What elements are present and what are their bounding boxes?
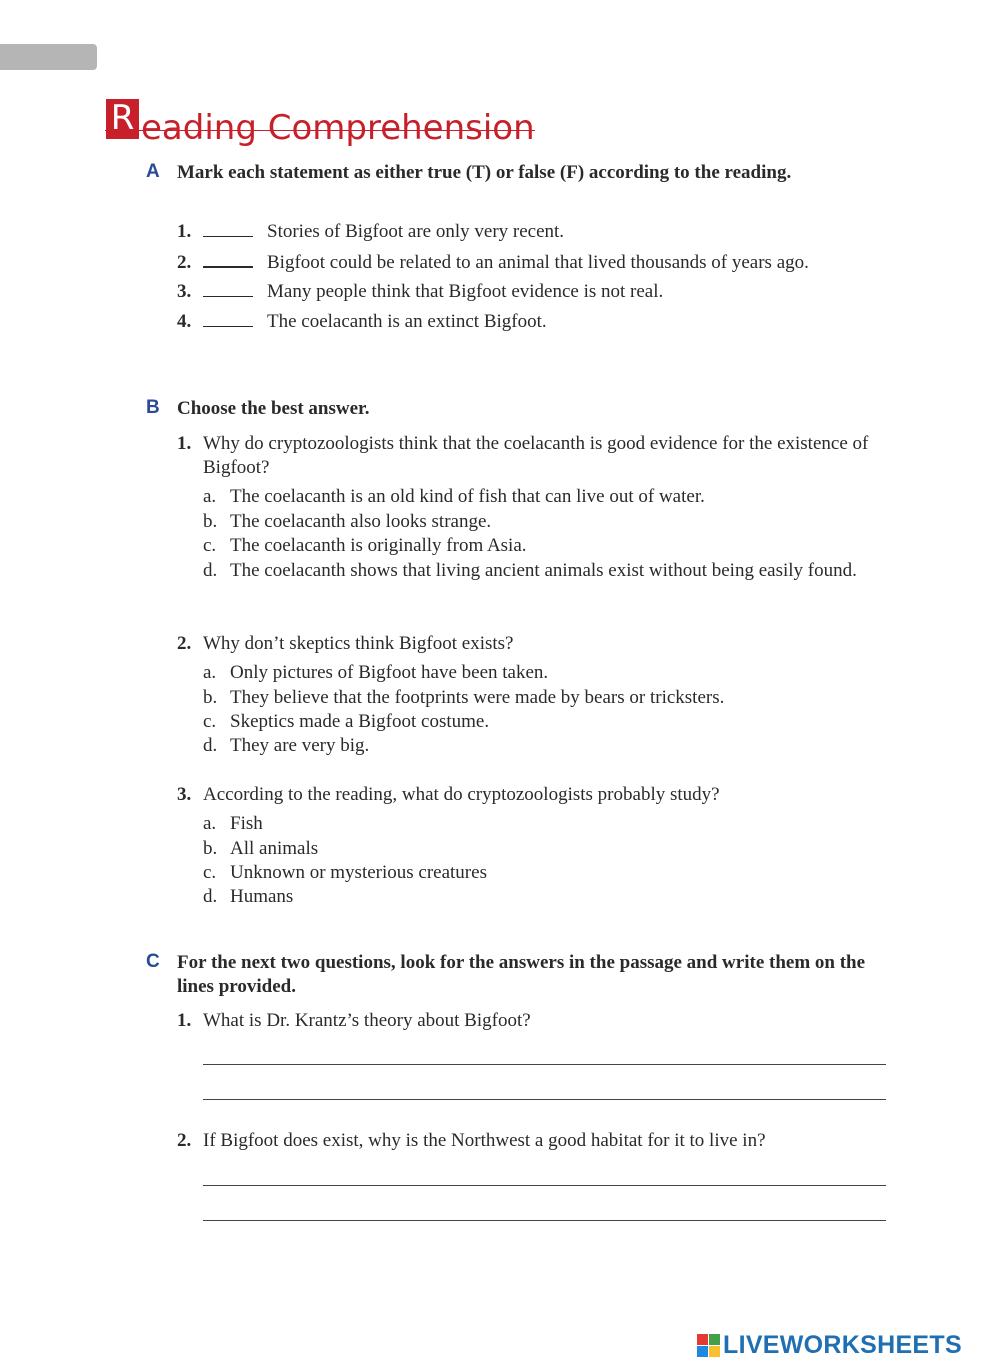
option-text: Unknown or mysterious creatures <box>230 862 487 883</box>
option-text: The coelacanth shows that living ancient animals exist without being easily found. <box>230 560 857 581</box>
option-text: The coelacanth also looks strange. <box>230 511 492 532</box>
answer-blank[interactable] <box>203 250 253 268</box>
item-number: 1. <box>177 221 192 242</box>
answer-option[interactable] <box>203 485 883 509</box>
tf-item <box>177 280 663 304</box>
answer-line[interactable] <box>203 1099 886 1100</box>
question-text: According to the reading, what do cryptozoologists probably study? <box>203 784 720 805</box>
section-b-letter: B <box>146 397 160 418</box>
tf-item <box>177 250 809 275</box>
item-number: 3. <box>177 281 192 302</box>
question-text: Why don’t skeptics think Bigfoot exists? <box>203 633 514 654</box>
item-number: 4. <box>177 311 192 332</box>
page-tab-decoration <box>0 44 97 70</box>
title-text: eading Comprehension <box>141 108 535 148</box>
answer-option[interactable] <box>203 661 883 685</box>
answer-line[interactable] <box>203 1064 886 1065</box>
answer-option[interactable] <box>203 686 883 710</box>
mc-question <box>177 783 877 807</box>
option-text: The coelacanth is an old kind of fish that can live out of water. <box>230 486 705 507</box>
option-text: They believe that the footprints were made by bears or tricksters. <box>230 687 725 708</box>
option-letter: d. <box>203 560 218 581</box>
liveworksheets-logo <box>697 1330 962 1360</box>
option-letter: a. <box>203 813 217 834</box>
item-text: Bigfoot could be related to an animal that lived thousands of years ago. <box>267 252 809 273</box>
answer-option[interactable] <box>203 559 883 583</box>
option-text: They are very big. <box>230 735 370 756</box>
section-a-letter: A <box>146 161 160 182</box>
option-letter: b. <box>203 511 218 532</box>
tf-item <box>177 310 547 334</box>
mc-question <box>177 632 877 656</box>
item-text: Stories of Bigfoot are only very recent. <box>267 221 565 242</box>
answer-option[interactable] <box>203 534 883 558</box>
item-number: 2. <box>177 252 192 273</box>
tf-item <box>177 220 564 244</box>
option-text: Fish <box>230 813 263 834</box>
answer-blank[interactable] <box>203 220 253 237</box>
answer-line[interactable] <box>203 1185 886 1186</box>
logo-block <box>697 1346 708 1357</box>
answer-option[interactable] <box>203 710 883 734</box>
answer-line[interactable] <box>203 1220 886 1221</box>
page-title <box>106 98 535 148</box>
answer-option[interactable] <box>203 510 883 534</box>
answer-option[interactable] <box>203 885 883 909</box>
question-text: What is Dr. Krantz’s theory about Bigfoot? <box>203 1010 531 1031</box>
option-letter: c. <box>203 711 217 732</box>
answer-option[interactable] <box>203 837 883 861</box>
question-text: Why do cryptozoologists think that the coelacanth is good evidence for the existence of Bigfoot? <box>203 433 869 478</box>
logo-block <box>709 1334 720 1345</box>
open-question <box>177 1009 877 1033</box>
question-number: 2. <box>177 1130 192 1151</box>
logo-block <box>697 1334 708 1345</box>
answer-option[interactable] <box>203 734 883 758</box>
item-text: The coelacanth is an extinct Bigfoot. <box>267 311 547 332</box>
option-text: The coelacanth is originally from Asia. <box>230 535 527 556</box>
answer-option[interactable] <box>203 861 883 885</box>
question-number: 3. <box>177 784 192 805</box>
option-text: Skeptics made a Bigfoot costume. <box>230 711 490 732</box>
open-question <box>177 1129 877 1153</box>
mc-question <box>177 432 877 480</box>
section-a-instruction: Mark each statement as either true (T) or false (F) according to the reading. <box>177 162 792 183</box>
section-b-instruction: Choose the best answer. <box>177 398 370 419</box>
option-letter: c. <box>203 862 217 883</box>
option-letter: d. <box>203 735 218 756</box>
logo-blocks-icon <box>697 1334 720 1357</box>
section-c-letter: C <box>146 951 160 972</box>
option-text: Humans <box>230 886 294 907</box>
logo-text: LIVEWORKSHEETS <box>723 1330 962 1359</box>
question-number: 2. <box>177 633 192 654</box>
title-initial: R <box>106 99 139 139</box>
item-text: Many people think that Bigfoot evidence is not real. <box>267 281 664 302</box>
option-letter: b. <box>203 687 218 708</box>
option-letter: d. <box>203 886 218 907</box>
option-letter: a. <box>203 662 217 683</box>
answer-blank[interactable] <box>203 280 253 297</box>
option-letter: a. <box>203 486 217 507</box>
answer-option[interactable] <box>203 812 883 836</box>
option-text: All animals <box>230 838 319 859</box>
question-number: 1. <box>177 433 192 454</box>
option-letter: b. <box>203 838 218 859</box>
option-letter: c. <box>203 535 217 556</box>
logo-block <box>709 1346 720 1357</box>
section-c-instruction: For the next two questions, look for the answers in the passage and write them on the lines provided. <box>177 952 866 997</box>
answer-blank[interactable] <box>203 310 253 327</box>
option-text: Only pictures of Bigfoot have been taken. <box>230 662 549 683</box>
question-text: If Bigfoot does exist, why is the Northwest a good habitat for it to live in? <box>203 1130 766 1151</box>
question-number: 1. <box>177 1010 192 1031</box>
